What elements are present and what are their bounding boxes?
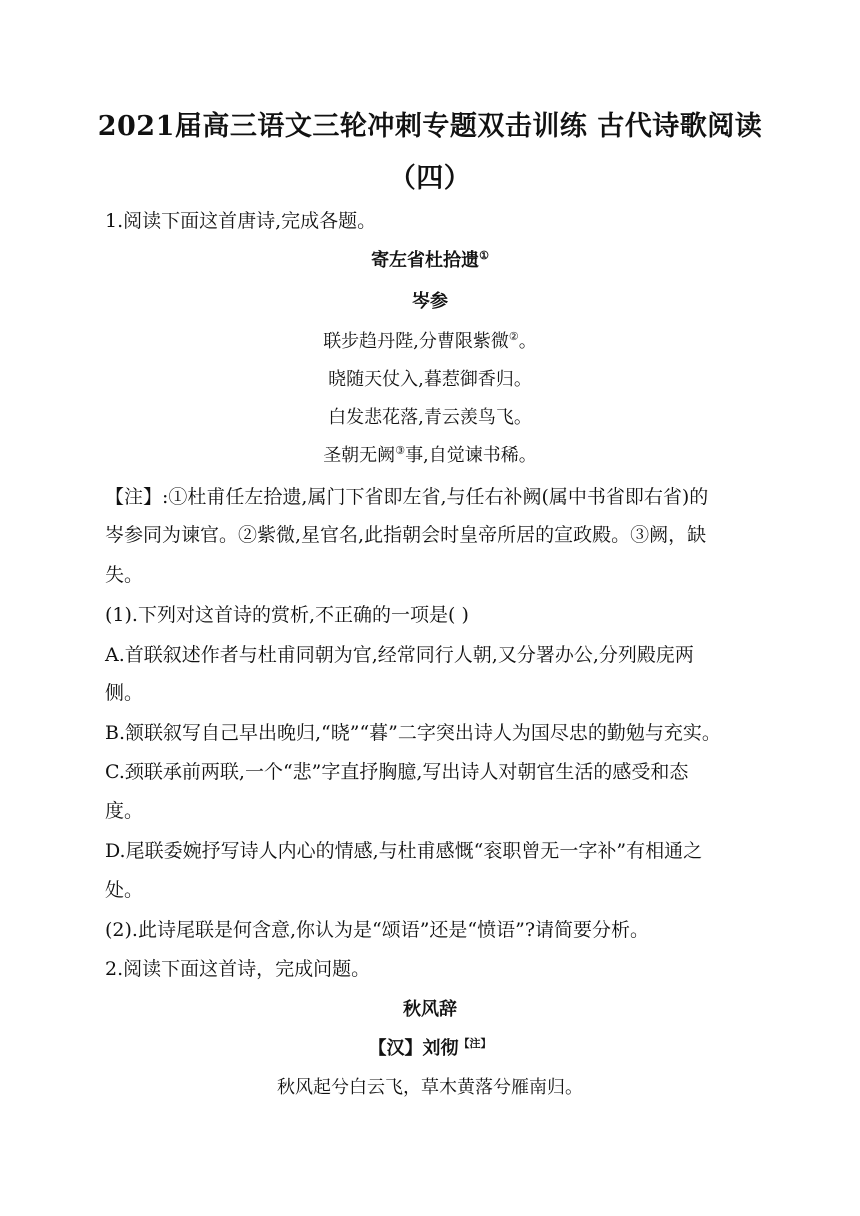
poem-1-verse: [0, 327, 860, 353]
poem-2-author-text: 【汉】刘彻: [368, 1038, 459, 1059]
poem-1-note: 失。: [105, 564, 144, 586]
poem-1-title: [0, 246, 860, 272]
verse-text: 圣朝无阙: [323, 445, 396, 466]
option-d: 处。: [105, 879, 144, 901]
document-title-number: （四）: [388, 163, 472, 194]
poem-1-author: 岑参: [412, 291, 448, 312]
poem-1-verse: 白发悲花落,青云羡鸟飞。: [328, 407, 532, 428]
question-1-intro: 1.阅读下面这首唐诗,完成各题。: [105, 210, 377, 232]
footnote-marker: ①: [479, 249, 489, 262]
footnote-marker: ③: [395, 444, 406, 457]
option-a: A.首联叙述作者与杜甫同朝为官,经常同行人朝,又分署办公,分列殿庑两: [105, 644, 694, 666]
poem-2-verse: 秋风起兮白云飞，草木黄落兮雁南归。: [277, 1077, 583, 1098]
poem-1-note: 岑参同为谏官。②紫微,星官名,此指朝会时皇帝所居的宣政殿。③阙，缺: [105, 524, 707, 546]
poem-1-title-text: 寄左省杜拾遗: [371, 250, 480, 271]
sub-question-1: (1).下列对这首诗的赏析,不正确的一项是( ): [105, 604, 469, 626]
poem-1-note: 【注】:①杜甫任左拾遗,属门下省即左省,与任右补阙(属中书省即右省)的: [105, 486, 709, 508]
option-a: 侧。: [105, 682, 144, 704]
option-c: C.颈联承前两联,一个“悲”字直抒胸臆,写出诗人对朝官生活的感受和态: [105, 761, 689, 783]
question-2-intro: 2.阅读下面这首诗，完成问题。: [105, 958, 371, 980]
footnote-marker: 【注】: [458, 1037, 492, 1050]
sub-question-2: (2).此诗尾联是何含意,你认为是“颂语”还是“愤语”?请简要分析。: [105, 919, 650, 941]
poem-2-author: [0, 1034, 860, 1060]
poem-2-title: 秋风辞: [403, 999, 457, 1020]
verse-text: 。: [518, 331, 537, 352]
option-d: D.尾联委婉抒写诗人内心的情感,与杜甫感慨“衮职曾无一字补”有相通之: [105, 840, 703, 862]
poem-1-verse: 晓随天仗入,暮惹御香归。: [328, 369, 532, 390]
verse-text: 事,自觉谏书稀。: [405, 445, 537, 466]
footnote-marker: ②: [508, 330, 519, 343]
poem-1-verse: [0, 441, 860, 467]
option-c: 度。: [105, 800, 144, 822]
verse-text: 联步趋丹陛,分曹限紫微: [323, 331, 509, 352]
option-b: B.颔联叙写自己早出晚归,“晓”“暮”二字突出诗人为国尽忠的勤勉与充实。: [105, 722, 721, 744]
document-title: 2021届高三语文三轮冲刺专题双击训练 古代诗歌阅读: [97, 111, 763, 142]
